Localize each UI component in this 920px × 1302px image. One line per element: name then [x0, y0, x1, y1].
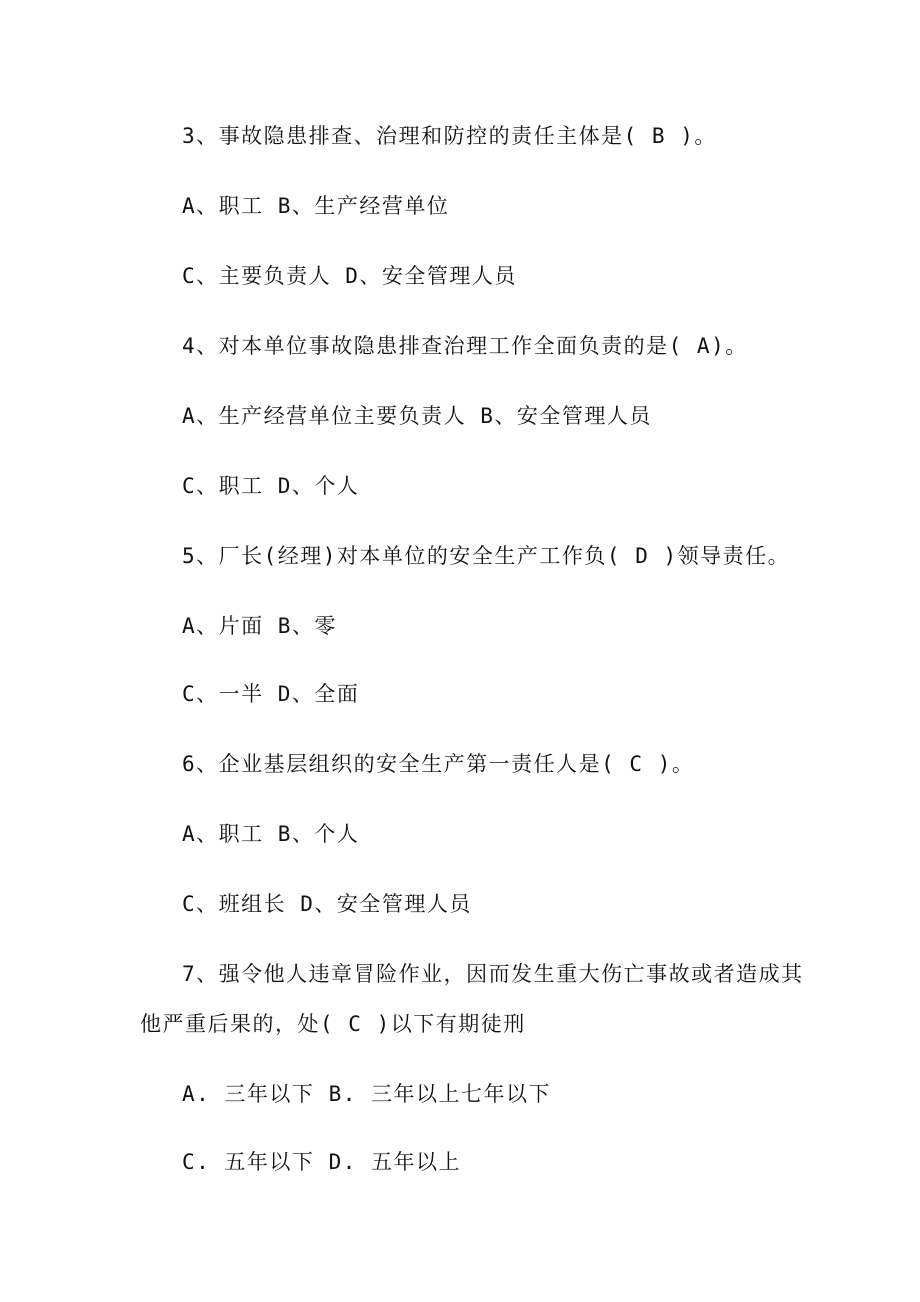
- question-7-stem: 7、强令他人违章冒险作业，因而发生重大伤亡事故或者造成其: [182, 962, 804, 986]
- question-7-options-ab: A. 三年以下 B. 三年以上七年以下: [182, 1082, 552, 1106]
- question-3-options-ab: A、职工 B、生产经营单位: [182, 194, 450, 218]
- question-5-options-cd: C、一半 D、全面: [182, 682, 360, 706]
- question-6-stem: 6、企业基层组织的安全生产第一责任人是( C )。: [182, 752, 695, 776]
- question-4-options-cd: C、职工 D、个人: [182, 474, 360, 498]
- question-5-options-ab: A、片面 B、零: [182, 614, 337, 638]
- question-7-stem-continued: 他严重后果的，处( C )以下有期徒刑: [140, 1012, 526, 1036]
- question-6-options-ab: A、职工 B、个人: [182, 822, 360, 846]
- question-6-options-cd: C、班组长 D、安全管理人员: [182, 892, 472, 916]
- question-5-stem: 5、厂长(经理)对本单位的安全生产工作负( D )领导责任。: [182, 544, 791, 568]
- question-3-stem: 3、事故隐患排查、治理和防控的责任主体是( B )。: [182, 124, 717, 148]
- question-4-stem: 4、对本单位事故隐患排查治理工作全面负责的是( A)。: [182, 334, 748, 358]
- question-7-options-cd: C. 五年以下 D. 五年以上: [182, 1150, 462, 1174]
- question-4-options-ab: A、生产经营单位主要负责人 B、安全管理人员: [182, 404, 652, 428]
- question-3-options-cd: C、主要负责人 D、安全管理人员: [182, 264, 517, 288]
